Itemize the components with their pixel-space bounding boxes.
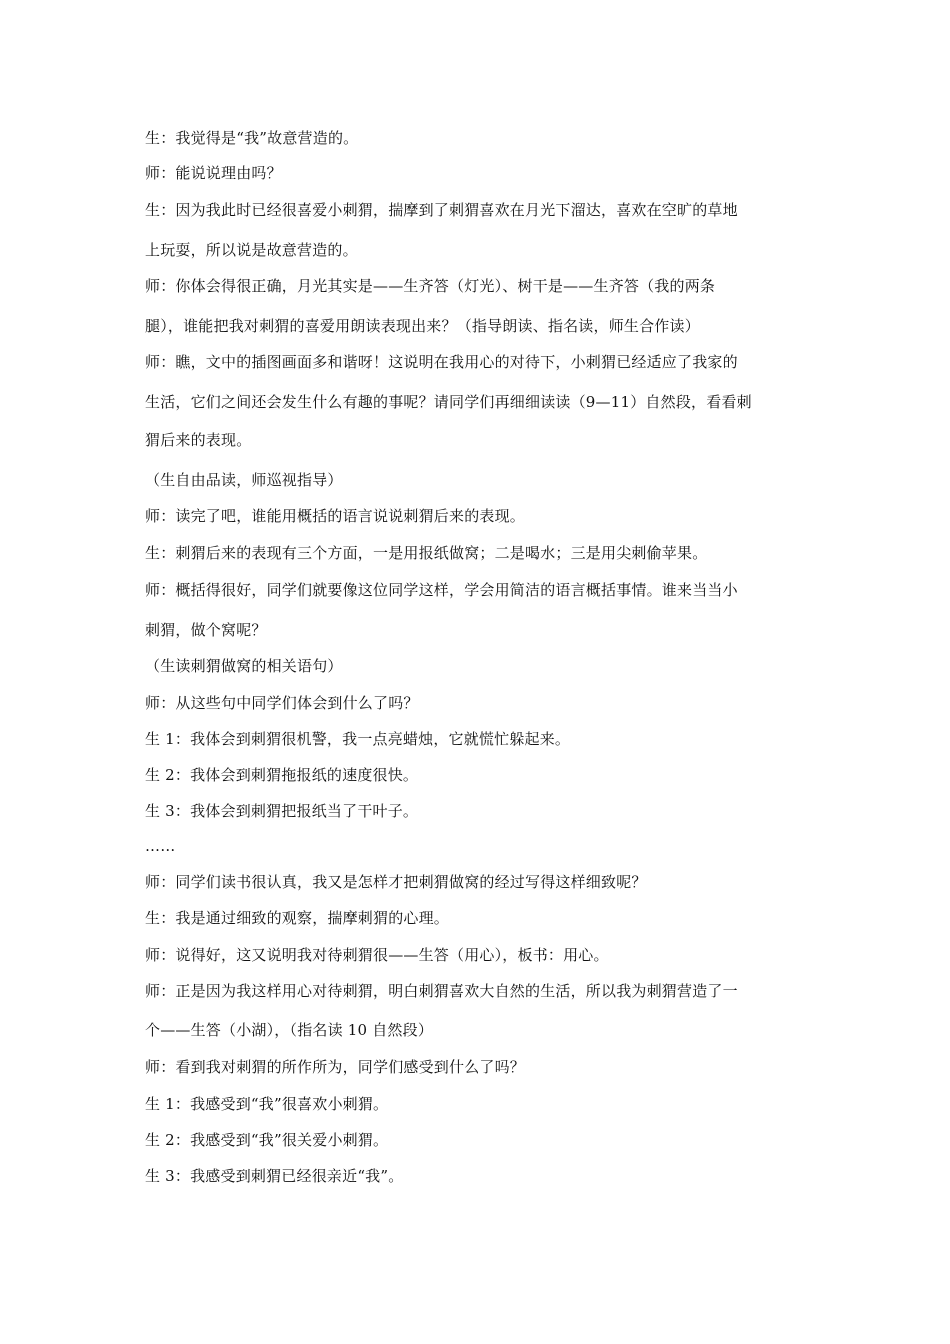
ellipsis: ……: [145, 837, 176, 855]
text-line: （生读刺猬做窝的相关语句）: [145, 657, 343, 675]
text-line: 生 3：我感受到刺猬已经很亲近“我”。: [145, 1167, 404, 1185]
text-line: 个——生答（小湖），（指名读 10 自然段）: [145, 1021, 434, 1039]
text-line: 上玩耍，所以说是故意营造的。: [145, 241, 358, 259]
text-line: 师：瞧，文中的插图画面多和谐呀！这说明在我用心的对待下，小刺猬已经适应了我家的: [145, 353, 738, 371]
text-line: 师：概括得很好，同学们就要像这位同学这样，学会用简洁的语言概括事情。谁来当当小: [145, 581, 738, 599]
text-line: 生 2：我体会到刺猬拖报纸的速度很快。: [145, 766, 419, 784]
text-line: 师：同学们读书很认真，我又是怎样才把刺猬做窝的经过写得这样细致呢？: [145, 873, 647, 891]
text-line: 生活，它们之间还会发生什么有趣的事呢？请同学们再细细读读（9—11）自然段，看看刺: [145, 393, 752, 411]
text-line: 生 1：我感受到“我”很喜欢小刺猬。: [145, 1095, 389, 1113]
text-line: 猬后来的表现。: [145, 431, 252, 449]
text-line: 师：读完了吧，谁能用概括的语言说说刺猬后来的表现。: [145, 507, 526, 525]
text-line: 生 2：我感受到“我”很关爱小刺猬。: [145, 1131, 389, 1149]
text-line: 生 1：我体会到刺猬很机警，我一点亮蜡烛，它就慌忙躲起来。: [145, 730, 571, 748]
text-line: 师：正是因为我这样用心对待刺猬，明白刺猬喜欢大自然的生活，所以我为刺猬营造了一: [145, 982, 738, 1000]
text-line: 刺猬，做个窝呢？: [145, 621, 267, 639]
text-line: 生 3：我体会到刺猬把报纸当了干叶子。: [145, 802, 419, 820]
text-line: 生：我觉得是“我”故意营造的。: [145, 129, 359, 147]
text-line: 生：因为我此时已经很喜爱小刺猬，揣摩到了刺猬喜欢在月光下溜达，喜欢在空旷的草地: [145, 201, 738, 219]
text-line: 师：从这些句中同学们体会到什么了吗？: [145, 694, 419, 712]
text-line: 师：你体会得很正确，月光其实是——生齐答（灯光）、树干是——生齐答（我的两条: [145, 277, 716, 295]
text-line: （生自由品读，师巡视指导）: [145, 471, 343, 489]
text-line: 师：说得好，这又说明我对待刺猬很——生答（用心），板书：用心。: [145, 946, 609, 964]
text-line: 师：能说说理由吗？: [145, 164, 282, 182]
text-line: 生：我是通过细致的观察，揣摩刺猬的心理。: [145, 909, 450, 927]
text-line: 腿），谁能把我对刺猬的喜爱用朗读表现出来？（指导朗读、指名读，师生合作读）: [145, 317, 700, 335]
text-line: 师：看到我对刺猬的所作所为，同学们感受到什么了吗？: [145, 1058, 526, 1076]
text-line: 生：刺猬后来的表现有三个方面，一是用报纸做窝；二是喝水；三是用尖刺偷苹果。: [145, 544, 708, 562]
